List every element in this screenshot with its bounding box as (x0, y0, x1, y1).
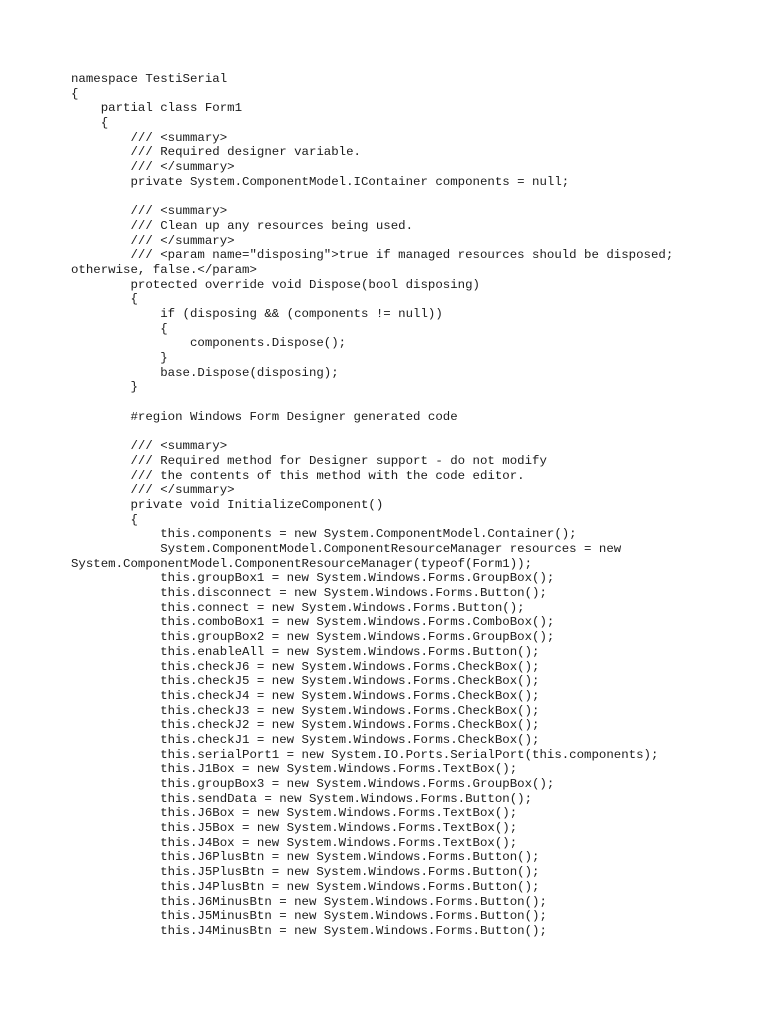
code-line: this.enableAll = new System.Windows.Forms.Button(); (71, 644, 540, 659)
code-line: { (71, 512, 138, 527)
code-line: } (71, 380, 138, 395)
code-line: if (disposing && (components != null)) (71, 307, 443, 321)
code-line: this.groupBox2 = new System.Windows.Forms.GroupBox(); (71, 630, 555, 645)
code-line: /// <summary> (71, 204, 228, 219)
code-line: this.checkJ5 = new System.Windows.Forms.CheckBox(); (71, 674, 540, 689)
code-line: private System.ComponentModel.IContainer components = null; (71, 174, 570, 189)
code-line: private void InitializeComponent() (71, 497, 384, 512)
code-line: this.J4MinusBtn = new System.Windows.Forms.Button(); (71, 923, 547, 938)
code-line (71, 425, 761, 440)
code-line: this.serialPort1 = new System.IO.Ports.SerialPort(this.components); (71, 747, 659, 762)
code-line: /// the contents of this method with the code editor. (71, 468, 525, 483)
code-line: this.J5MinusBtn = new System.Windows.Forms.Button(); (71, 909, 547, 924)
code-line: this.J4Box = new System.Windows.Forms.TextBox(); (71, 835, 518, 850)
code-line: this.groupBox3 = new System.Windows.Forms.GroupBox(); (71, 777, 555, 791)
code-line: this.J6Box = new System.Windows.Forms.TextBox(); (71, 806, 518, 821)
code-line: /// </summary> (71, 160, 235, 175)
code-line (71, 190, 761, 205)
code-line: this.checkJ4 = new System.Windows.Forms.CheckBox(); (71, 688, 540, 703)
code-line: } (71, 351, 168, 366)
code-line: { (71, 86, 79, 101)
code-line: this.checkJ2 = new System.Windows.Forms.CheckBox(); (71, 718, 540, 733)
code-line: /// Required method for Designer support - do not modify (71, 453, 547, 468)
code-line: this.connect = new System.Windows.Forms.Button(); (71, 600, 525, 615)
code-line: /// <summary> (71, 439, 228, 454)
code-line: { (71, 292, 138, 307)
code-line: this.J4PlusBtn = new System.Windows.Forms.Button(); (71, 879, 540, 894)
code-line: protected override void Dispose(bool disposing) (71, 277, 480, 292)
code-line: this.checkJ3 = new System.Windows.Forms.CheckBox(); (71, 703, 540, 718)
code-line: this.J5PlusBtn = new System.Windows.Forms.Button(); (71, 865, 540, 880)
code-line: this.J1Box = new System.Windows.Forms.TextBox(); (71, 762, 518, 777)
code-line: this.checkJ1 = new System.Windows.Forms.CheckBox(); (71, 732, 540, 747)
code-listing (71, 72, 761, 939)
code-line: /// </summary> (71, 233, 235, 248)
code-line: { (71, 321, 168, 336)
code-line (71, 395, 761, 410)
code-line: this.disconnect = new System.Windows.Forms.Button(); (71, 586, 547, 601)
code-line: partial class Form1 (71, 101, 243, 116)
code-line: this.J6MinusBtn = new System.Windows.Forms.Button(); (71, 894, 547, 909)
code-line: base.Dispose(disposing); (71, 365, 339, 380)
code-line: /// <summary> (71, 130, 228, 145)
code-line: #region Windows Form Designer generated code (71, 409, 458, 424)
code-line: components.Dispose(); (71, 336, 347, 351)
code-line: this.J5Box = new System.Windows.Forms.TextBox(); (71, 821, 518, 836)
code-line: this.sendData = new System.Windows.Forms.Button(); (71, 791, 533, 806)
code-line: System.ComponentModel.ComponentResourceManager resources = new (71, 542, 622, 556)
code-line: /// <param name="disposing">true if managed resources should be disposed; (71, 248, 674, 263)
code-line: this.comboBox1 = new System.Windows.Forms.ComboBox(); (71, 615, 555, 630)
code-line: otherwise, false.</param> (71, 262, 257, 277)
code-line: /// Clean up any resources being used. (71, 218, 414, 233)
code-line: /// </summary> (71, 483, 235, 498)
code-line: { (71, 116, 109, 131)
code-line: this.J6PlusBtn = new System.Windows.Forms.Button(); (71, 850, 540, 865)
code-line: System.ComponentModel.ComponentResourceManager(typeof(Form1)); (71, 556, 533, 571)
code-line: this.checkJ6 = new System.Windows.Forms.CheckBox(); (71, 659, 540, 674)
code-line: this.groupBox1 = new System.Windows.Forms.GroupBox(); (71, 571, 555, 586)
code-line: namespace TestiSerial (71, 72, 228, 86)
code-line: this.components = new System.ComponentModel.Container(); (71, 527, 577, 542)
code-line: /// Required designer variable. (71, 145, 361, 160)
